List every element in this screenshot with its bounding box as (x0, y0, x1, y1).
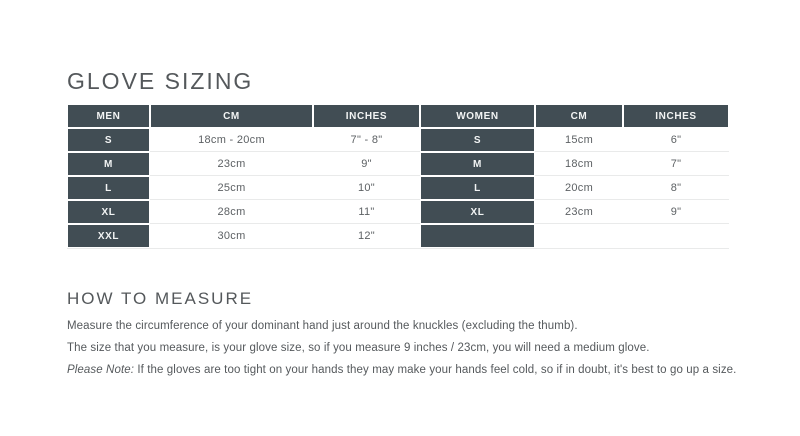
women-inches-value: 7" (623, 152, 729, 176)
page-title: GLOVE SIZING (67, 68, 254, 94)
men-cm-value: 18cm - 20cm (150, 128, 313, 152)
men-header-size: MEN (67, 104, 150, 128)
men-cm-value: 25cm (150, 176, 313, 200)
sizing-table (67, 104, 729, 249)
women-cm-value-empty (535, 224, 623, 248)
measure-note-text: If the gloves are too tight on your hands they may make your hands feel cold, so if in doubt, it's best to go up a size. (134, 364, 737, 376)
men-size-label: S (67, 128, 150, 152)
men-cm-value: 30cm (150, 224, 313, 248)
men-header-cm: CM (150, 104, 313, 128)
men-inches-value: 12" (313, 224, 420, 248)
women-inches-value: 9" (623, 200, 729, 224)
women-cm-value: 20cm (535, 176, 623, 200)
men-inches-value: 7" - 8" (313, 128, 420, 152)
men-inches-value: 11" (313, 200, 420, 224)
men-size-label: M (67, 152, 150, 176)
women-header-inches: INCHES (623, 104, 729, 128)
women-inches-value: 6" (623, 128, 729, 152)
men-size-label: L (67, 176, 150, 200)
women-header-size: WOMEN (420, 104, 535, 128)
women-size-label: M (420, 152, 535, 176)
men-cm-value: 23cm (150, 152, 313, 176)
women-inches-value-empty (623, 224, 729, 248)
how-to-measure-heading: HOW TO MEASURE (67, 289, 254, 308)
women-cm-value: 23cm (535, 200, 623, 224)
women-size-label: L (420, 176, 535, 200)
men-size-label: XXL (67, 224, 150, 248)
measure-instruction-line-1: Measure the circumference of your dominant hand just around the knuckles (excluding the thumb). (67, 320, 578, 332)
men-cm-value: 28cm (150, 200, 313, 224)
glove-sizing-section (67, 66, 737, 381)
women-size-label: XL (420, 200, 535, 224)
women-inches-value: 8" (623, 176, 729, 200)
measure-instruction-line-2: The size that you measure, is your glove size, so if you measure 9 inches / 23cm, you will need a medium glove. (67, 342, 650, 354)
women-size-label: S (420, 128, 535, 152)
women-cm-value: 18cm (535, 152, 623, 176)
men-header-inches: INCHES (313, 104, 420, 128)
women-size-label-empty (420, 224, 535, 248)
measure-note (67, 359, 737, 381)
women-header-cm: CM (535, 104, 623, 128)
women-cm-value: 15cm (535, 128, 623, 152)
men-size-label: XL (67, 200, 150, 224)
measure-note-label: Please Note: (67, 364, 135, 376)
men-inches-value: 9" (313, 152, 420, 176)
men-inches-value: 10" (313, 176, 420, 200)
